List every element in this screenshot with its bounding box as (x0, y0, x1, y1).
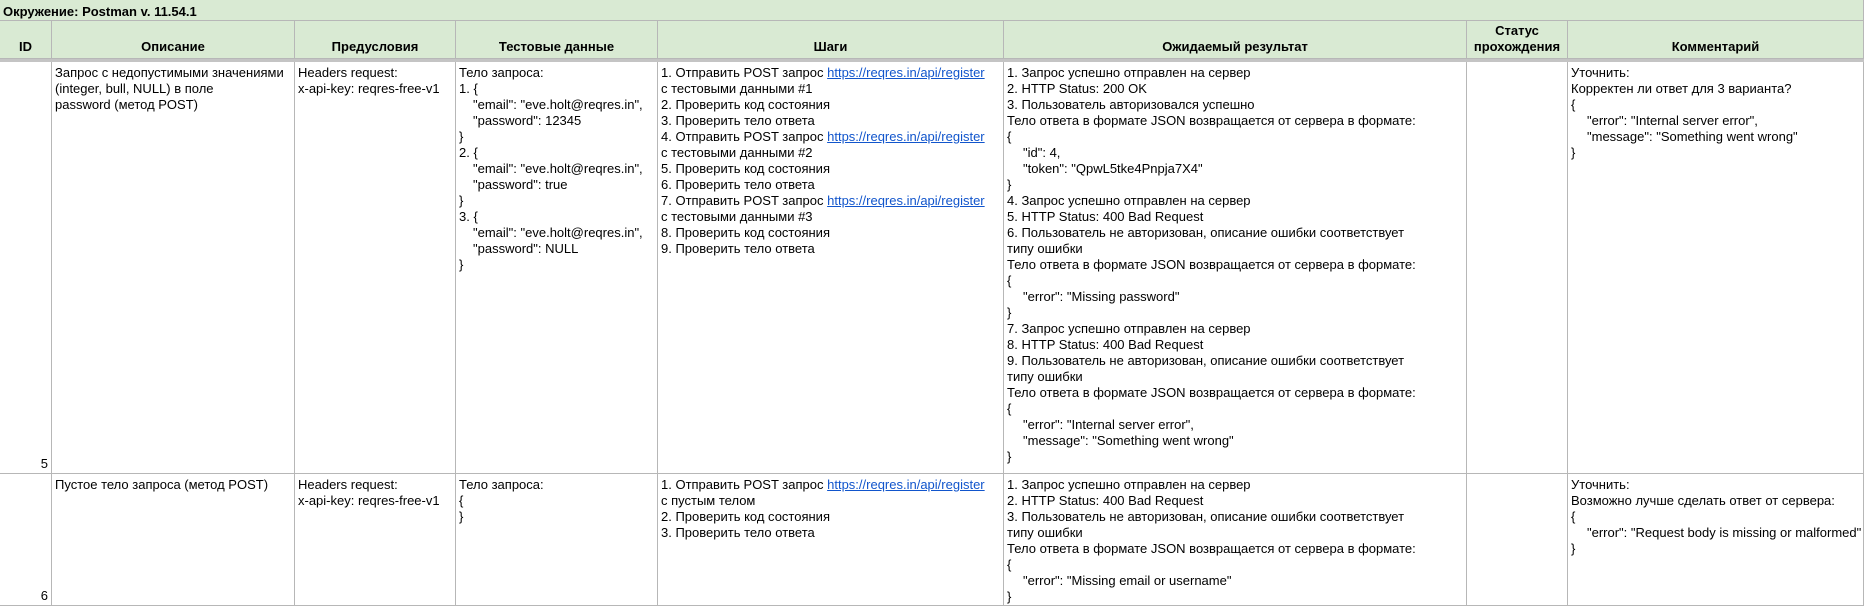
step-line: 2. Проверить код состояния (661, 97, 830, 112)
step-line: с тестовыми данными #1 (661, 81, 813, 96)
text-line: } (459, 257, 464, 272)
text-line: 3. Пользователь авторизовался успешно (1007, 97, 1255, 112)
row-6-comment[interactable] (1568, 474, 1864, 606)
text-line: "error": "Internal server error", (1587, 113, 1758, 128)
environment-label: Окружение: Postman v. 11.54.1 (3, 4, 197, 19)
text-line: 2. { (459, 145, 478, 160)
text-line: { (1007, 557, 1012, 572)
text-line: 6. Пользователь не авторизован, описание ошибки соответствует (1007, 225, 1405, 240)
register-link[interactable]: https://reqres.in/api/register (827, 193, 985, 208)
row-6-description[interactable] (52, 474, 295, 606)
text-line: { (1571, 509, 1576, 524)
step-line: 8. Проверить код состояния (661, 225, 830, 240)
header-status-label (1474, 23, 1560, 55)
text-line: Запрос с недопустимыми значениями (55, 65, 284, 80)
text-line: "error": "Request body is missing or malformed" (1587, 525, 1862, 540)
text-line: Тело ответа в формате JSON возвращается от сервера в формате: (1007, 257, 1416, 272)
header-preconditions-label: Предусловия (331, 39, 419, 54)
text-line: Тело ответа в формате JSON возвращается от сервера в формате: (1007, 541, 1416, 556)
step-line: с тестовыми данными #3 (661, 209, 813, 224)
text-line: Уточнить: (1571, 65, 1630, 80)
step-line (661, 129, 1000, 145)
row-5-description[interactable] (52, 62, 295, 474)
text-line: } (1571, 145, 1576, 160)
text-line: "password": true (473, 177, 568, 192)
header-description-label: Описание (141, 39, 205, 54)
text-line: } (1007, 305, 1012, 320)
row-5-preconditions[interactable] (295, 62, 456, 474)
text-line: типу ошибки (1007, 241, 1083, 256)
text-line: "token": "QpwL5tke4Pnpja7X4" (1023, 161, 1203, 176)
text-line: "password": 12345 (473, 113, 582, 128)
header-description[interactable] (52, 21, 295, 59)
text-line: Уточнить: (1571, 477, 1630, 492)
text-line: } (459, 509, 464, 524)
row-5-id[interactable] (0, 62, 52, 474)
row-id-value: 5 (40, 456, 48, 471)
header-status-line2: прохождения (1473, 39, 1561, 54)
header-test-data-label: Тестовые данные (498, 39, 615, 54)
text-line: "email": "eve.holt@reqres.in", (473, 161, 643, 176)
row-id-value: 6 (40, 588, 48, 603)
row-6-expected[interactable] (1004, 474, 1467, 606)
step-line (661, 65, 1000, 81)
header-comment-label: Комментарий (1671, 39, 1760, 54)
text-line: "error": "Missing password" (1023, 289, 1180, 304)
text-line: (integer, bull, NULL) в поле (55, 81, 214, 96)
row-5-test-data[interactable] (456, 62, 658, 474)
header-preconditions[interactable] (295, 21, 456, 59)
row-5-expected[interactable] (1004, 62, 1467, 474)
text-line: Возможно лучше сделать ответ от сервера: (1571, 493, 1835, 508)
text-line: типу ошибки (1007, 369, 1083, 384)
step-line: 3. Проверить тело ответа (661, 525, 815, 540)
text-line: 1. Запрос успешно отправлен на сервер (1007, 477, 1251, 492)
header-id-label: ID (19, 39, 32, 54)
row-6-steps[interactable] (658, 474, 1004, 606)
text-line: "message": "Something went wrong" (1587, 129, 1798, 144)
step-line (661, 477, 1000, 493)
text-line: { (1571, 97, 1576, 112)
header-id[interactable] (0, 21, 52, 59)
text-line: типу ошибки (1007, 525, 1083, 540)
text-line: 3. Пользователь не авторизован, описание ошибки соответствует (1007, 509, 1405, 524)
row-6-status[interactable] (1467, 474, 1568, 606)
step-text: 4. Отправить POST запрос (661, 129, 828, 144)
text-line: Headers request: (298, 477, 398, 492)
text-line: 3. { (459, 209, 478, 224)
environment-cell[interactable] (0, 0, 1864, 21)
text-line: } (1007, 589, 1012, 604)
text-line: Headers request: (298, 65, 398, 80)
header-expected-label: Ожидаемый результат (1162, 39, 1308, 54)
row-6-id[interactable] (0, 474, 52, 606)
text-line: 4. Запрос успешно отправлен на сервер (1007, 193, 1251, 208)
text-line: 2. HTTP Status: 200 OK (1007, 81, 1147, 96)
text-line: Корректен ли ответ для 3 варианта? (1571, 81, 1792, 96)
text-line: "error": "Missing email or username" (1023, 573, 1232, 588)
register-link[interactable]: https://reqres.in/api/register (827, 129, 985, 144)
text-line: { (1007, 129, 1012, 144)
text-line: "error": "Internal server error", (1023, 417, 1194, 432)
text-line: { (1007, 401, 1012, 416)
row-5-steps[interactable] (658, 62, 1004, 474)
header-steps-label: Шаги (813, 39, 848, 54)
text-line: 5. HTTP Status: 400 Bad Request (1007, 209, 1204, 224)
row-5-status[interactable] (1467, 62, 1568, 474)
text-line: Тело ответа в формате JSON возвращается от сервера в формате: (1007, 385, 1416, 400)
step-line: 5. Проверить код состояния (661, 161, 830, 176)
step-line: 6. Проверить тело ответа (661, 177, 815, 192)
step-text: 1. Отправить POST запрос (661, 477, 828, 492)
text-line: "email": "eve.holt@reqres.in", (473, 97, 643, 112)
step-line: 2. Проверить код состояния (661, 509, 830, 524)
register-link[interactable]: https://reqres.in/api/register (827, 65, 985, 80)
text-line: 9. Пользователь не авторизован, описание ошибки соответствует (1007, 353, 1405, 368)
text-line: x-api-key: reqres-free-v1 (298, 493, 440, 508)
header-status-line1: Статус (1495, 23, 1539, 38)
text-line: 1. Запрос успешно отправлен на сервер (1007, 65, 1251, 80)
header-steps[interactable] (658, 21, 1004, 59)
register-link[interactable]: https://reqres.in/api/register (827, 477, 985, 492)
step-line: 9. Проверить тело ответа (661, 241, 815, 256)
text-line: "password": NULL (473, 241, 579, 256)
text-line: Тело запроса: (459, 65, 544, 80)
header-expected[interactable] (1004, 21, 1467, 59)
text-line: 1. { (459, 81, 478, 96)
row-6-test-data[interactable] (456, 474, 658, 606)
step-line: с тестовыми данными #2 (661, 145, 813, 160)
text-line: } (1007, 177, 1012, 192)
text-line: x-api-key: reqres-free-v1 (298, 81, 440, 96)
text-line: password (метод POST) (55, 97, 198, 112)
text-line: "id": 4, (1023, 145, 1061, 160)
text-line: } (1571, 541, 1576, 556)
text-line: Тело ответа в формате JSON возвращается от сервера в формате: (1007, 113, 1416, 128)
step-line: 3. Проверить тело ответа (661, 113, 815, 128)
row-5-comment[interactable] (1568, 62, 1864, 474)
text-line: } (459, 193, 464, 208)
text-line: "message": "Something went wrong" (1023, 433, 1234, 448)
header-comment[interactable] (1568, 21, 1864, 59)
header-status[interactable] (1467, 21, 1568, 59)
row-6-preconditions[interactable] (295, 474, 456, 606)
text-line: Пустое тело запроса (метод POST) (55, 477, 269, 492)
text-line: Тело запроса: (459, 477, 544, 492)
text-line: { (459, 493, 464, 508)
step-line (661, 193, 1000, 209)
text-line: 7. Запрос успешно отправлен на сервер (1007, 321, 1251, 336)
step-text: 7. Отправить POST запрос (661, 193, 828, 208)
text-line: 2. HTTP Status: 400 Bad Request (1007, 493, 1204, 508)
text-line: "email": "eve.holt@reqres.in", (473, 225, 643, 240)
text-line: 8. HTTP Status: 400 Bad Request (1007, 337, 1204, 352)
text-line: { (1007, 273, 1012, 288)
step-text: 1. Отправить POST запрос (661, 65, 828, 80)
header-test-data[interactable] (456, 21, 658, 59)
text-line: } (1007, 449, 1012, 464)
step-line: с пустым телом (661, 493, 756, 508)
text-line: } (459, 129, 464, 144)
